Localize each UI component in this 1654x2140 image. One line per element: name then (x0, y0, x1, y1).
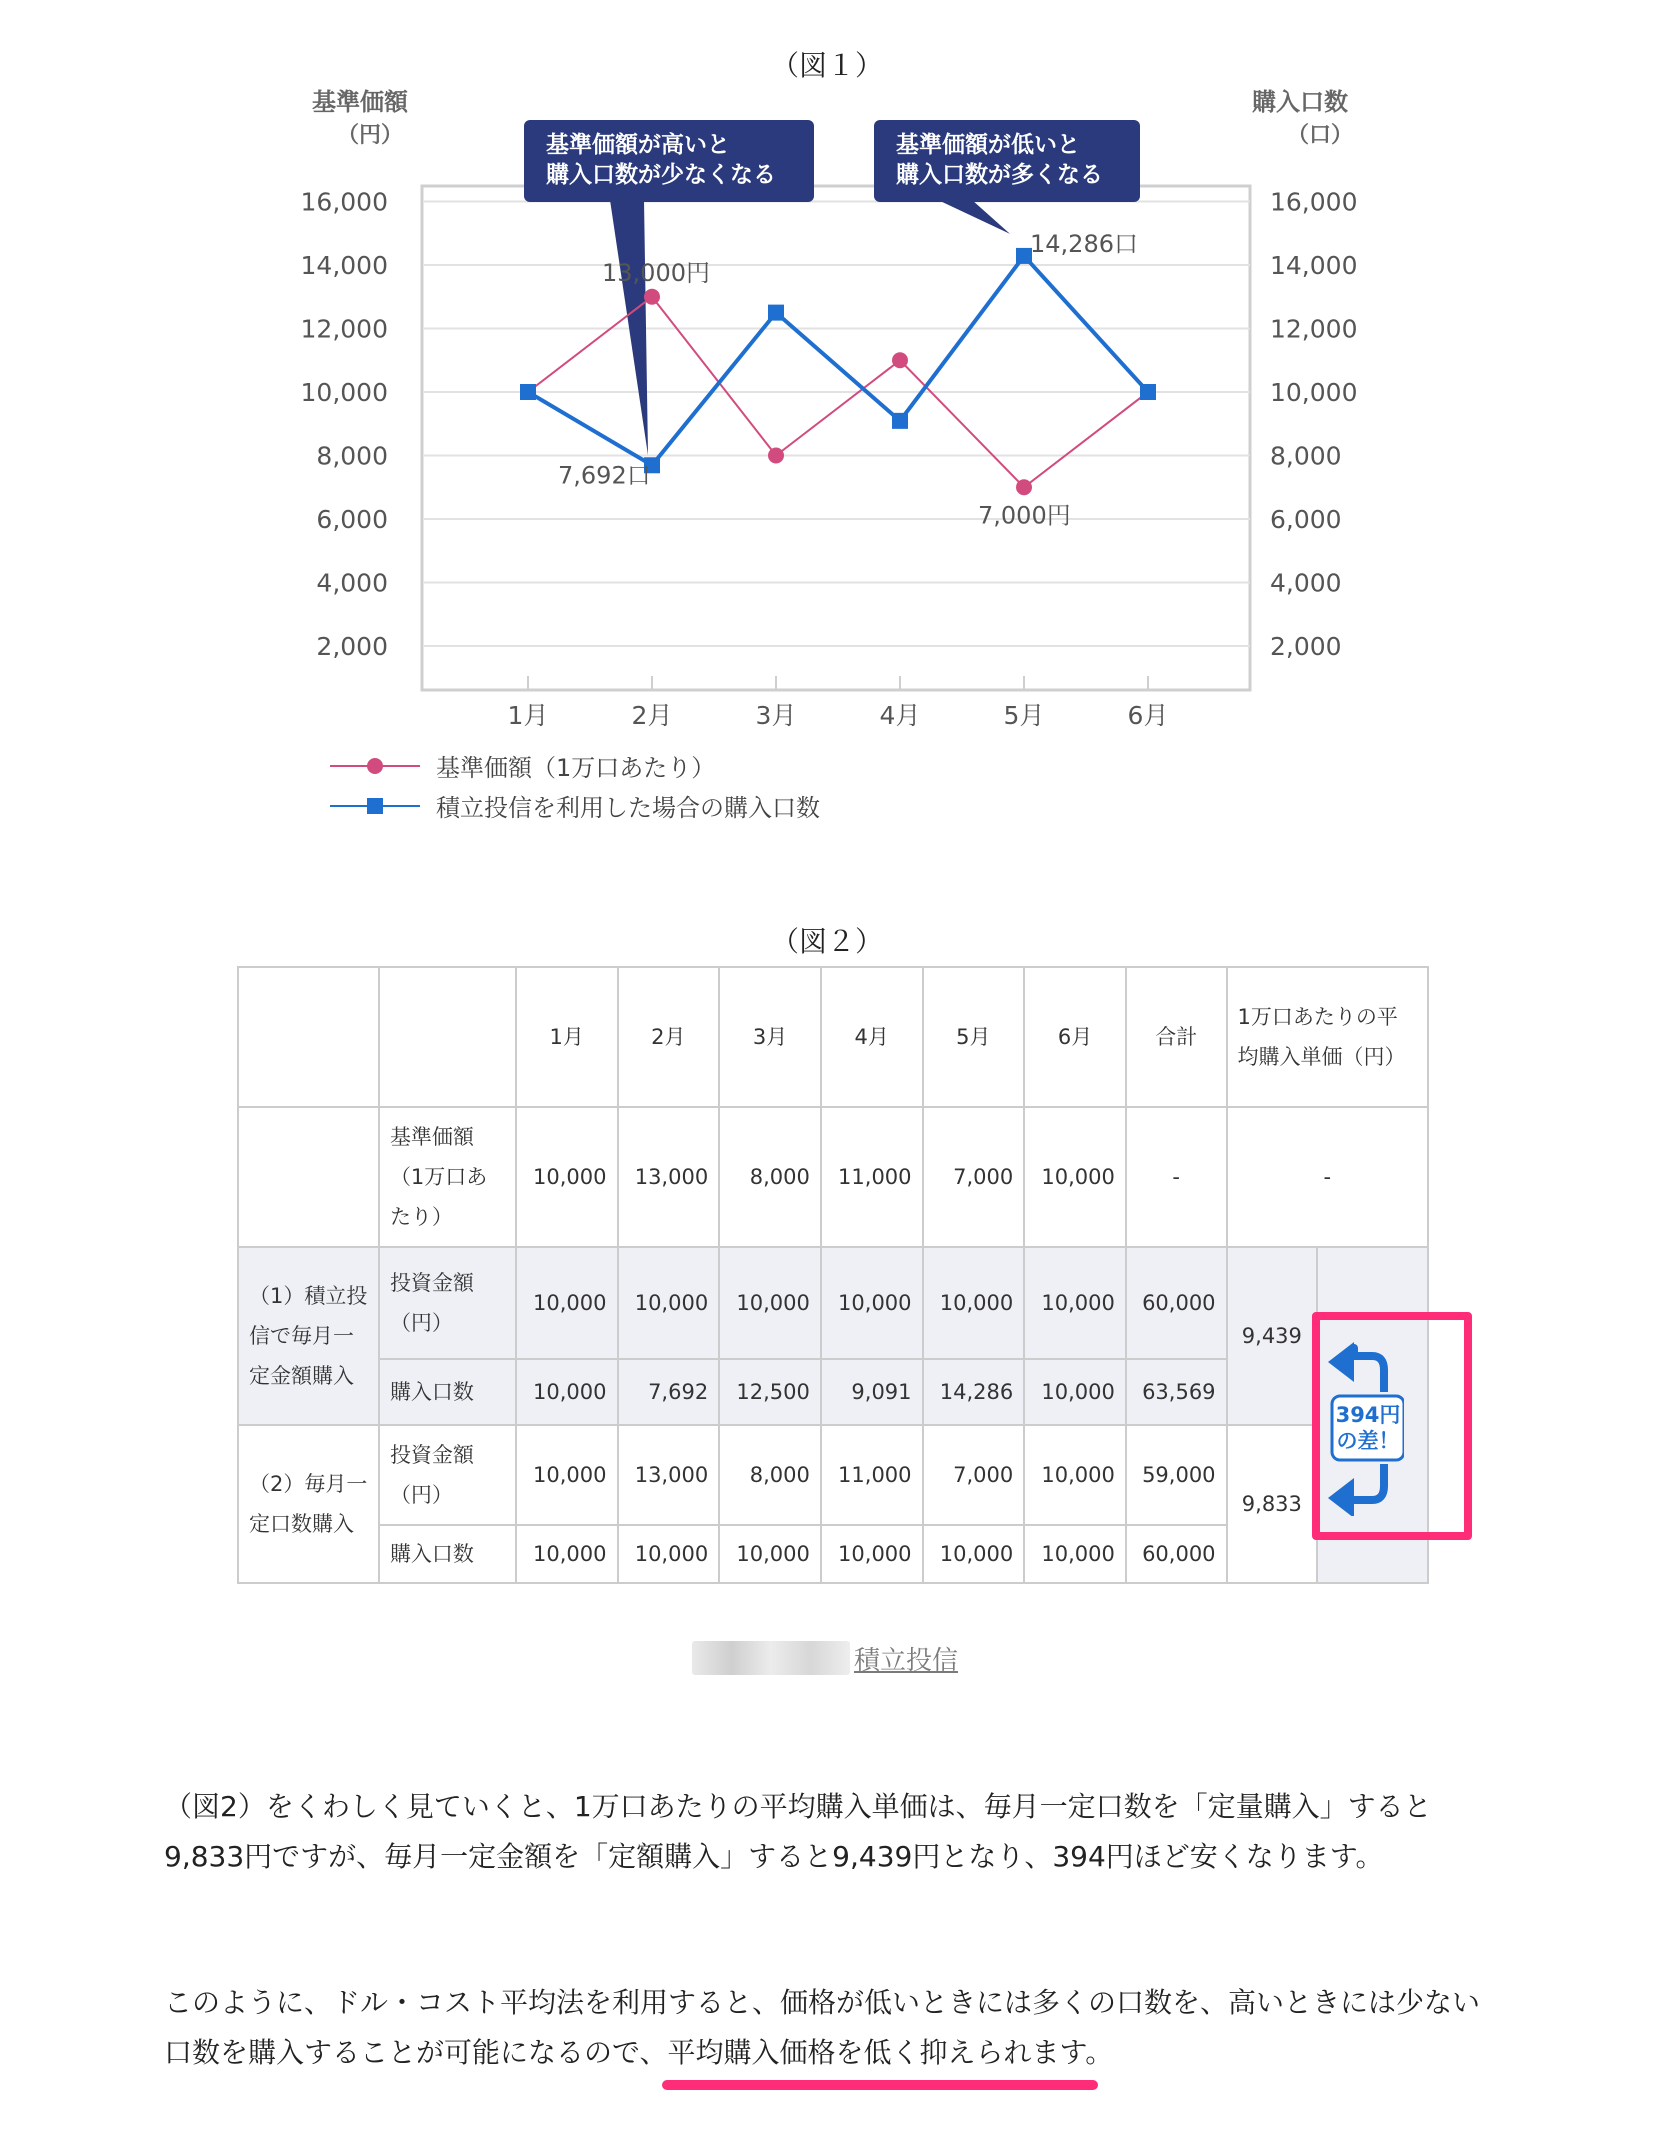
y-tick-left: 10,000 (300, 378, 388, 407)
table-cell: 10,000 (516, 1247, 618, 1359)
table-header-cell: 合計 (1126, 967, 1227, 1107)
y-tick-right: 10,000 (1270, 378, 1358, 407)
highlighted-conclusion: 平均購入価格を低く抑えられます。 (667, 2036, 1114, 2069)
legend-swatch-units (330, 796, 420, 816)
line-chart (290, 80, 1400, 840)
table-cell-total: 63,569 (1126, 1359, 1227, 1425)
table-cell: 7,000 (923, 1107, 1025, 1247)
table-cell: 11,000 (821, 1425, 923, 1525)
data-label: 7,000円 (978, 501, 1071, 530)
table-cell: 14,286 (923, 1359, 1025, 1425)
table-cell-avg: 9,439 (1227, 1247, 1318, 1425)
table-cell-total: 60,000 (1126, 1525, 1227, 1583)
x-tick-label: 6月 (1127, 701, 1169, 730)
plot-frame (422, 186, 1250, 690)
source-link[interactable]: 積立投信 (854, 1645, 959, 1676)
legend-item-units (330, 788, 820, 823)
paragraph-line: 口数を購入することが可能になるので、 (164, 2036, 668, 2069)
table-row-group2-amount (238, 1425, 1428, 1525)
table-header-cell: 2月 (618, 967, 720, 1107)
table-cell: 7,692 (618, 1359, 720, 1425)
data-point-price (644, 289, 660, 305)
y-tick-right: 12,000 (1270, 314, 1358, 344)
table-cell: 10,000 (1024, 1359, 1126, 1425)
table-cell: 10,000 (923, 1525, 1025, 1583)
table-cell: 10,000 (923, 1247, 1025, 1359)
body-paragraph-1 (164, 1782, 1494, 1882)
y-axis-right-title: 購入口数 (1252, 88, 1348, 116)
y-tick-right: 16,000 (1270, 187, 1358, 217)
y-tick-left: 16,000 (300, 187, 388, 217)
table-cell: 10,000 (1024, 1425, 1126, 1525)
table-cell: 10,000 (821, 1247, 923, 1359)
x-tick-label: 4月 (879, 701, 921, 730)
y-axis-left-unit: （円） (336, 123, 404, 148)
group-label: （1）積立投信で毎月一定金額購入 (238, 1247, 379, 1425)
annotation-text: 基準価額が高いと (546, 132, 730, 158)
table-cell: 10,000 (1024, 1107, 1126, 1247)
source-credit (692, 1638, 958, 1678)
y-tick-left: 6,000 (316, 505, 388, 534)
blurred-source-name (692, 1641, 850, 1675)
annotation-text: 購入口数が多くなる (896, 162, 1103, 188)
table-row-group1-amount (238, 1247, 1428, 1359)
table-header-row (238, 967, 1428, 1107)
table-cell: 8,000 (719, 1425, 821, 1525)
legend-item-price (330, 748, 715, 783)
y-axis-left-title: 基準価額 (312, 88, 408, 116)
table-header-cell (379, 967, 516, 1107)
table-cell-total: - (1126, 1107, 1227, 1247)
row-label: 基準価額（1万口あたり） (379, 1107, 516, 1247)
group-label: （2）毎月一定口数購入 (238, 1425, 379, 1583)
x-tick-label: 2月 (631, 701, 673, 730)
data-label: 13,000円 (602, 258, 710, 287)
body-paragraph-2 (164, 1978, 1494, 2078)
table-header-cell (238, 967, 379, 1107)
table-cell-avg: 9,833 (1227, 1425, 1318, 1583)
table-cell: 10,000 (516, 1525, 618, 1583)
y-tick-left: 14,000 (300, 251, 388, 280)
highlight-underline (662, 2080, 1098, 2090)
annotation-text: 購入口数が少なくなる (546, 162, 776, 188)
y-tick-left: 8,000 (316, 441, 388, 471)
y-tick-right: 4,000 (1270, 568, 1342, 598)
figure-2-caption: （図２） (770, 925, 883, 958)
y-tick-left: 4,000 (316, 568, 388, 598)
table-cell: 12,500 (719, 1359, 821, 1425)
x-tick-label: 1月 (507, 701, 549, 730)
data-label: 14,286口 (1030, 229, 1138, 258)
data-label: 7,692口 (558, 461, 651, 490)
data-point-price (892, 352, 908, 368)
data-point-price (1016, 479, 1032, 495)
y-tick-right: 8,000 (1270, 441, 1342, 471)
x-tick-label: 5月 (1003, 701, 1045, 730)
row-label: 投資金額（円） (379, 1425, 516, 1525)
annotation-text: 基準価額が低いと (896, 132, 1080, 158)
table-cell: 10,000 (719, 1247, 821, 1359)
data-point-units (520, 384, 536, 400)
y-tick-right: 14,000 (1270, 251, 1358, 280)
table-cell: 10,000 (516, 1425, 618, 1525)
table-cell: 11,000 (821, 1107, 923, 1247)
row-label: 購入口数 (379, 1359, 516, 1425)
y-tick-right: 6,000 (1270, 505, 1342, 534)
table-cell-total: 60,000 (1126, 1247, 1227, 1359)
data-point-price (768, 448, 784, 464)
table-cell: 10,000 (719, 1525, 821, 1583)
paragraph-line: （図2）をくわしく見ていくと、1万口あたりの平均購入単価は、毎月一定口数を「定量購入」すると (164, 1790, 1432, 1823)
difference-badge-line1: 394円 (1335, 1403, 1401, 1427)
table-cell: 7,000 (923, 1425, 1025, 1525)
table-cell: 10,000 (516, 1359, 618, 1425)
table-header-cell: 5月 (923, 967, 1025, 1107)
data-point-units (1140, 384, 1156, 400)
table-cell: 8,000 (719, 1107, 821, 1247)
row-label: 購入口数 (379, 1525, 516, 1583)
table-cell-avg: - (1227, 1107, 1428, 1247)
difference-badge-line2: の差！ (1336, 1429, 1400, 1453)
table-header-avg: 1万口あたりの平均購入単価（円） (1227, 967, 1428, 1107)
paragraph-line: このように、ドル・コスト平均法を利用すると、価格が低いときには多くの口数を、高いときには少ない (164, 1986, 1481, 2019)
table-cell: 13,000 (618, 1425, 720, 1525)
comparison-table (237, 966, 1429, 1584)
data-point-units (768, 305, 784, 321)
row-label: 投資金額（円） (379, 1247, 516, 1359)
table-header-cell: 6月 (1024, 967, 1126, 1107)
data-point-units (892, 413, 908, 429)
x-tick-label: 3月 (755, 701, 797, 730)
legend-label-price: 基準価額（1万口あたり） (436, 754, 716, 782)
table-cell: 10,000 (821, 1525, 923, 1583)
y-tick-right: 2,000 (1270, 632, 1342, 661)
table-header-cell: 4月 (821, 967, 923, 1107)
difference-arrow-icon (1324, 1340, 1404, 1516)
table-cell: 10,000 (516, 1107, 618, 1247)
table-cell: 9,091 (821, 1359, 923, 1425)
y-axis-right-unit: （口） (1286, 123, 1354, 148)
table-cell: 10,000 (618, 1247, 720, 1359)
paragraph-line: 9,833円ですが、毎月一定金額を「定額購入」すると9,439円となり、394円ほど安くなります。 (164, 1840, 1384, 1873)
table-cell: 10,000 (1024, 1525, 1126, 1583)
table-header-cell: 3月 (719, 967, 821, 1107)
legend-label-units: 積立投信を利用した場合の購入口数 (436, 794, 820, 822)
table-header-cell: 1月 (516, 967, 618, 1107)
table-row-price (238, 1107, 1428, 1247)
table-cell-total: 59,000 (1126, 1425, 1227, 1525)
figure-1-caption: （図１） (770, 49, 883, 82)
legend-swatch-price (330, 756, 420, 776)
y-tick-left: 2,000 (316, 632, 388, 661)
y-tick-left: 12,000 (300, 314, 388, 344)
table-cell: 10,000 (1024, 1247, 1126, 1359)
table-cell: 10,000 (618, 1525, 720, 1583)
table-cell: 13,000 (618, 1107, 720, 1247)
